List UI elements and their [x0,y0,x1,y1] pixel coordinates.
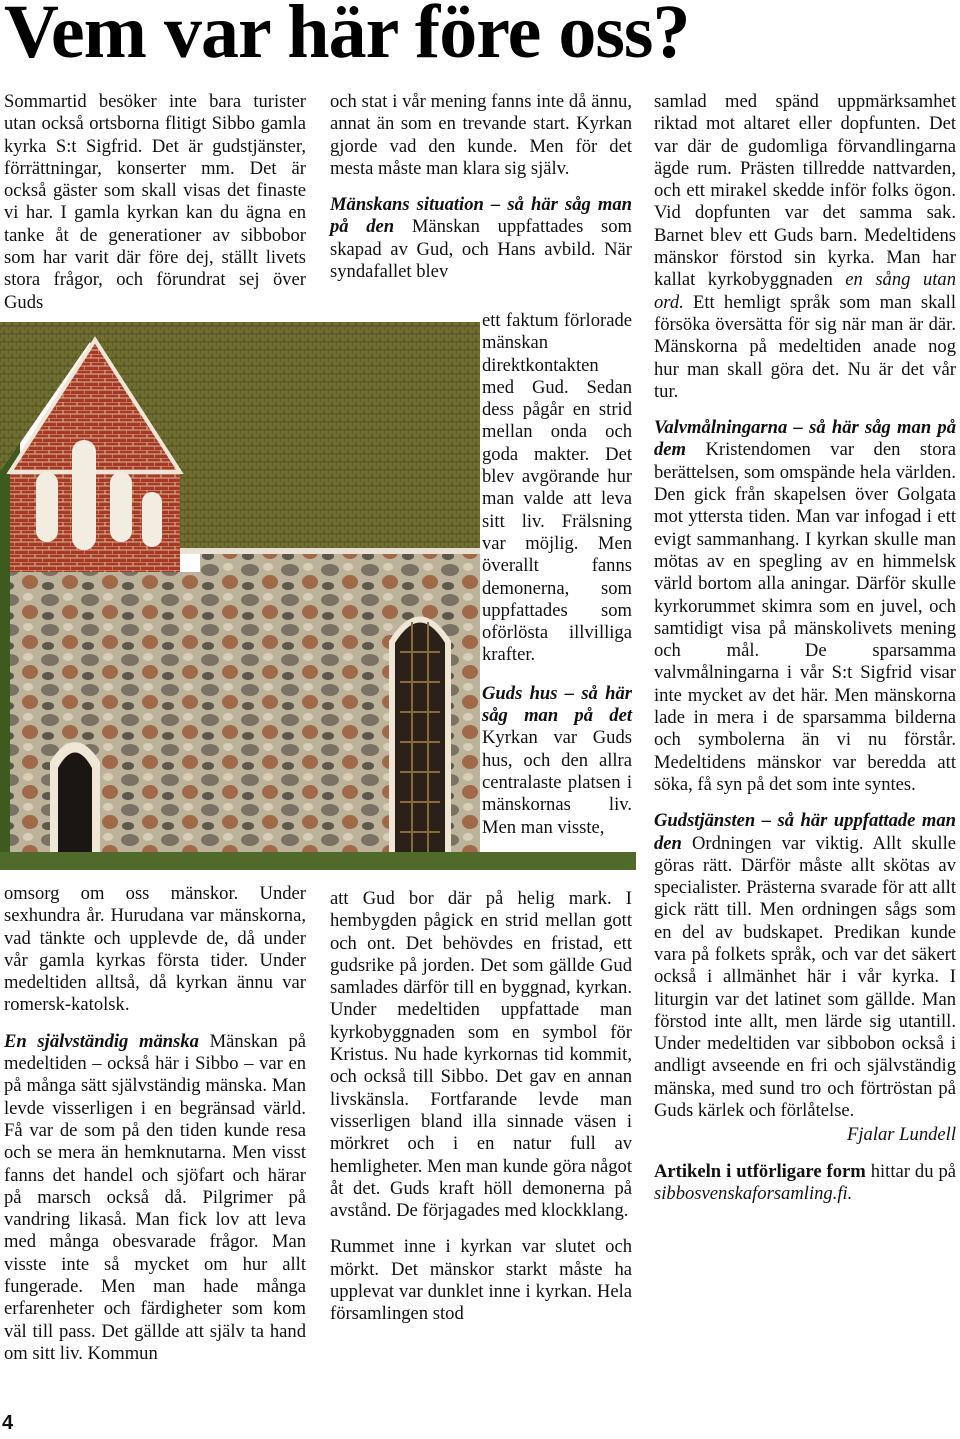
col3-text-a: samlad med spänd uppmärksamhet riktad mot altaret eller dopfunten. Det var där de gudomliga förvandlingarna ägde rum. Prästen tillredde nattvarden, och ett mirakel skedde inför folks ögon. Vid dopfunten var det samma sak. Barnet blev ett Guds barn. Medeltidens mänskor förstod sin kyrka. Man har kallat kyrkobyggnaden [654,91,956,291]
section-situation [330,194,632,283]
section-heading: Mänskans situation – så här såg man på den [330,194,632,238]
section-heading: En självständig mänska [4,1030,199,1052]
column-1-bottom [4,883,306,1365]
column-2-bottom [330,870,632,1326]
section-heading: Valvmålningarna – så här såg man på dem [654,417,956,461]
column-2-top [330,91,632,283]
column-2-narrow [482,287,632,839]
col2-paragraph: och stat i vår mening fanns inte då ännu, annat än som en trevande start. Kyrkan gjorde vad den kunde. Men för det mesta måste man klara sig själv. [330,91,632,179]
section-text: Mänskan på medeltiden – också här i Sibbo – var en på många sätt självständig mänska. Man levde visserligen i en begränsad värld. Få var de som på den tiden kunde resa och se mera än hemknutarna. Men visst fanns det handel och sjöfart och härar på marsch också då. Pilgrimer på vandring likaså. Man fick lov att leva med många obesvarade frågor. Man visste inte så mycket om hur allt fungerade. Men man hade många erfarenheter och färdigheter som kom väl till pass. Det gällde att själv ta hand om sitt liv. Kommun [4,1030,306,1364]
page-number: 4 [2,1412,14,1434]
section-text: Kristendomen var den stora berättelsen, som omspände hela världen. Den gick från skapelsen över Golgata mot yttersta tiden. Man var infogad i ett evigt sammanhang. I kyrkan skulle man mötas av en spegling av en himmelsk värld bortom alla aningar. Därför skulle kyrkorummet skimra som en juvel, och samtidigt visa på mänskolivets mening och mål. De sparsamma valvmålningarna i vår S:t Sigfrid visar inte mycket av det här. Men mänskorna lade in mera i de sparsamma bilderna och symbolerna än vi nu förstår. Medeltidens mänskor var beredda att söka, få syn på det som inte syntes. [654,439,956,795]
column-3 [654,91,956,1205]
section-text: Mänskan uppfattades som skapad av Gud, och Hans avbild. När syndafallet blev [330,216,633,283]
col3-text-b: Ett hemligt språk som man skall försöka översätta för sig när man är där. Mänskorna på medeltiden anade nog hur man skall göra det. Nu är det vår tur. [654,291,956,402]
footer-bold: Artikeln i utförligare form [654,1160,866,1182]
column-1-top [4,91,306,314]
section-text: Ordningen var viktig. Allt skulle göras rätt. Därför måste allt skötas av specialister. Prästerna svarade för att allt gick rätt till. Men ordningen sågs som en del av budskapet. Predikan kunde vara på folkets språk, och var det säkert också i allmänhet här i vår kyrka. I liturgin var det latinet som gällde. Man förstod inte allt, men lärde sig utantill. Under medeltiden var sibbobon också i andligt avseende en fri och självständig mänska, med sund tro och förtröstan på Guds kärlek och förlåtelse. [654,832,956,1122]
section-heading: Guds hus – så här såg man på det [482,682,632,727]
col2-bottom-paragraph: att Gud bor där på helig mark. I hembygden pågick en strid mellan gott och ont. Det behövdes en fristad, ett gudsrike på jorden. Det som gällde Gud samlades därför till en byggnad, kyrkan. Under medeltiden uppfattade man kyrkobyggnaden som en symbol för Kristus. Nu hade kyrkornas tid kommit, och också till Sibbo. Det gav en annan livskänsla. Fortfarande levde man visserligen bland illa sinnade väsen i mörkret och i en natur full av hemligheter. Men man kunde göra något åt det. Guds kraft höll demonerna på avstånd. De förjagades med klockklang. [330,888,632,1222]
intro-paragraph: Sommartid besöker inte bara turister utan också ortsborna flitigt Sibbo gamla kyrka S:t Sigfrid. Det är gudstjänster, förrättningar, konserter mm. Det är också gäster som skall visas det finaste vi har. I gamla kyrkan kan du ägna en tanke åt de generationer av sibbobor som har varit där före dej, ställt livets stora frågor, och förundrat sej över Guds [4,91,306,313]
author-signature: Fjalar Lundell [847,1124,956,1146]
article-title: Vem var här före oss? [4,0,690,74]
narrow-paragraph: ett faktum förlorade mänskan direktkontakten med Gud. Sedan dess pågår en strid mellan onda och goda makter. Det blev avgörande hur man valde att leva sitt liv. Frälsning var möjlig. Men överallt fanns demonerna, som uppfattades som oförlösta illvilliga krafter. [482,310,632,666]
col2-last-paragraph: Rummet inne i kyrkan var slutet och mörkt. Det mänskor starkt måste ha upplevat var dunklet inne i kyrkan. Hela församlingen stod [330,1236,632,1325]
section-sjalvstandig [4,1031,306,1365]
footer-text: hittar du på [865,1160,956,1182]
footer-note [654,1161,956,1206]
section-text: Kyrkan var Guds hus, och den allra centralaste platsen i mänskornas liv. Men man visste, [482,727,632,838]
col3-paragraph [654,91,956,403]
section-gudstjansten [654,810,956,1122]
section-guds-hus [482,683,632,839]
website-link[interactable]: sibbosvenskaforsamling.fi. [654,1182,853,1204]
intro-continuation: omsorg om oss mänskor. Under sexhundra år. Hurudana var mänskorna, vad tänkte och upplevde de, då under vår gamla kyrkas första tider. Under medeltiden alltså, då kyrkan ännu var romersk-katolsk. [4,883,306,1016]
col3-emphasis: en sång utan ord. [654,269,956,313]
section-heading: Gudstjänsten – så här uppfattade man den [654,810,956,854]
section-valvmalningarna [654,417,956,796]
